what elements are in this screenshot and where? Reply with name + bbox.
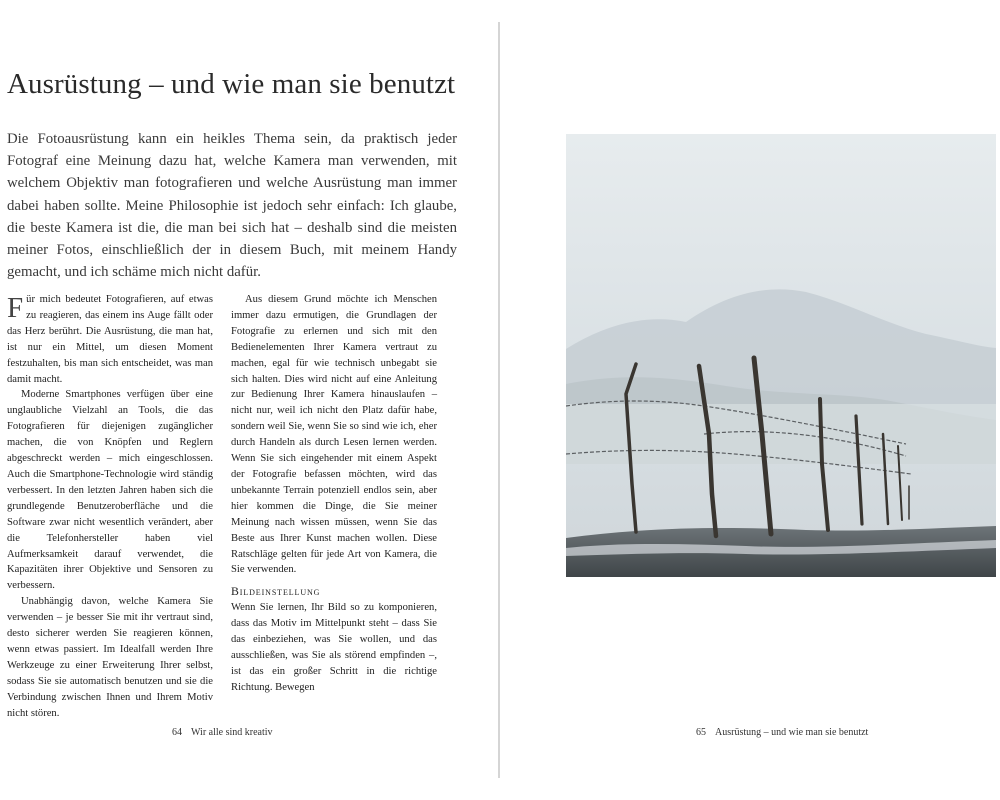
page-number: 64 xyxy=(172,727,182,738)
running-head: Ausrüstung – und wie man sie benutzt xyxy=(715,727,869,738)
page-number: 65 xyxy=(696,727,706,738)
section-subheading: Bildeinstellung xyxy=(231,584,321,599)
column-2-paragraph-1: Aus diesem Grund möchte ich Menschen immer dazu ermutigen, die Grundlagen der Fotografie zu erlernen und sich mit den Bedienelementen Ihrer Kamera vertraut zu machen, egal für wie technisch unbegabt sie sich halten. Dies wird nicht auf eine Anleitung zur Bedienung Ihrer Kamera hinauslaufen – nicht nur, weil ich nicht den Platz dafür habe, sondern weil Sie, wenn Sie so sind wie ich, eher durch Handeln als durch Lesen lernen werden. Wenn Sie sich eingehender mit einem Aspekt der Fotografie befassen möchten, wird das unbekannte Terrain potenziell endlos sein, aber hier kommen die Dinge, die Sie meiner Meinung nach wissen müssen, wenn Sie das Beste aus Ihrer Kunst machen wollen. Diese Ratschläge gelten für jede Art von Kamera, die Sie verwenden. xyxy=(231,294,437,576)
column-2-paragraph-2: Wenn Sie lernen, Ihr Bild so zu komponieren, dass das Motiv im Mittelpunkt steht – dass Sie das einbeziehen, was Sie wollen, und das ausschließen, was Sie als störend empfinden –, ist das ein großer Schritt in die richtige Richtung. Bewegen xyxy=(231,602,437,693)
intro-paragraph: Die Fotoausrüstung kann ein heikles Thema sein, da praktisch jeder Fotograf eine Meinung dazu hat, welche Kamera man verwenden, mit welchem Objektiv man fotografieren und welche Ausrüstung man immer dabei haben sollte. Meine Philosophie ist jedoch sehr einfach: Ich glaube, die beste Kamera ist die, die man bei sich hat – deshalb sind die meisten meiner Fotos, einschließlich der in diesem Buch, mit meinem Handy gemacht, und ich schäme mich nicht dafür. xyxy=(7,131,457,281)
right-page xyxy=(502,0,1000,800)
page-title: Ausrüstung – und wie man sie benutzt xyxy=(7,68,456,100)
running-head: Wir alle sind kreativ xyxy=(191,727,273,738)
drop-cap: F xyxy=(7,292,24,324)
book-gutter xyxy=(498,22,500,778)
column-1-paragraph-1-text: ür mich bedeutet Fotografieren, auf etwas zu reagieren, das einem ins Auge fällt oder das Herz berührt. Die Ausrüstung, die man hat, ist nur ein Mittel, um diesen Moment festzuhalten, bis man sich entscheidet, was man damit macht. xyxy=(7,294,213,385)
folio-left xyxy=(172,727,273,738)
folio-right xyxy=(696,727,868,738)
column-1-paragraph-3: Unabhängig davon, welche Kamera Sie verwenden – je besser Sie mit ihr vertraut sind, desto sicherer werden Sie reagieren können, wenn etwas passiert. Im Idealfall werden Ihre Werkzeuge zu einer Erweiterung Ihrer selbst, sodass Sie sie automatisch benutzen und sie die Verbindung zwischen Ihnen und Ihrem Motiv nicht stören. xyxy=(7,596,213,719)
misty-fence-photo xyxy=(566,134,996,577)
column-1-paragraph-2: Moderne Smartphones verfügen über eine unglaubliche Vielzahl an Tools, die das Fotografieren für diejenigen zugänglicher machen, die von Knöpfen und Reglern abgeschreckt werden – mich eingeschlossen. Auch die Smartphone-Technologie wird ständig verbessert. In den letzten Jahren haben sich die grundlegende Benutzeroberfläche und die Software zwar nicht wesentlich verändert, aber die Telefonhersteller haben viel Aufmerksamkeit darauf verwendet, die Kapazitäten ihrer Objektive und Sensoren zu verbessern. xyxy=(7,389,213,592)
column-1-paragraph-1 xyxy=(7,292,213,387)
text-column-2 xyxy=(231,292,437,696)
left-page xyxy=(0,0,498,800)
text-column-1 xyxy=(7,292,213,721)
